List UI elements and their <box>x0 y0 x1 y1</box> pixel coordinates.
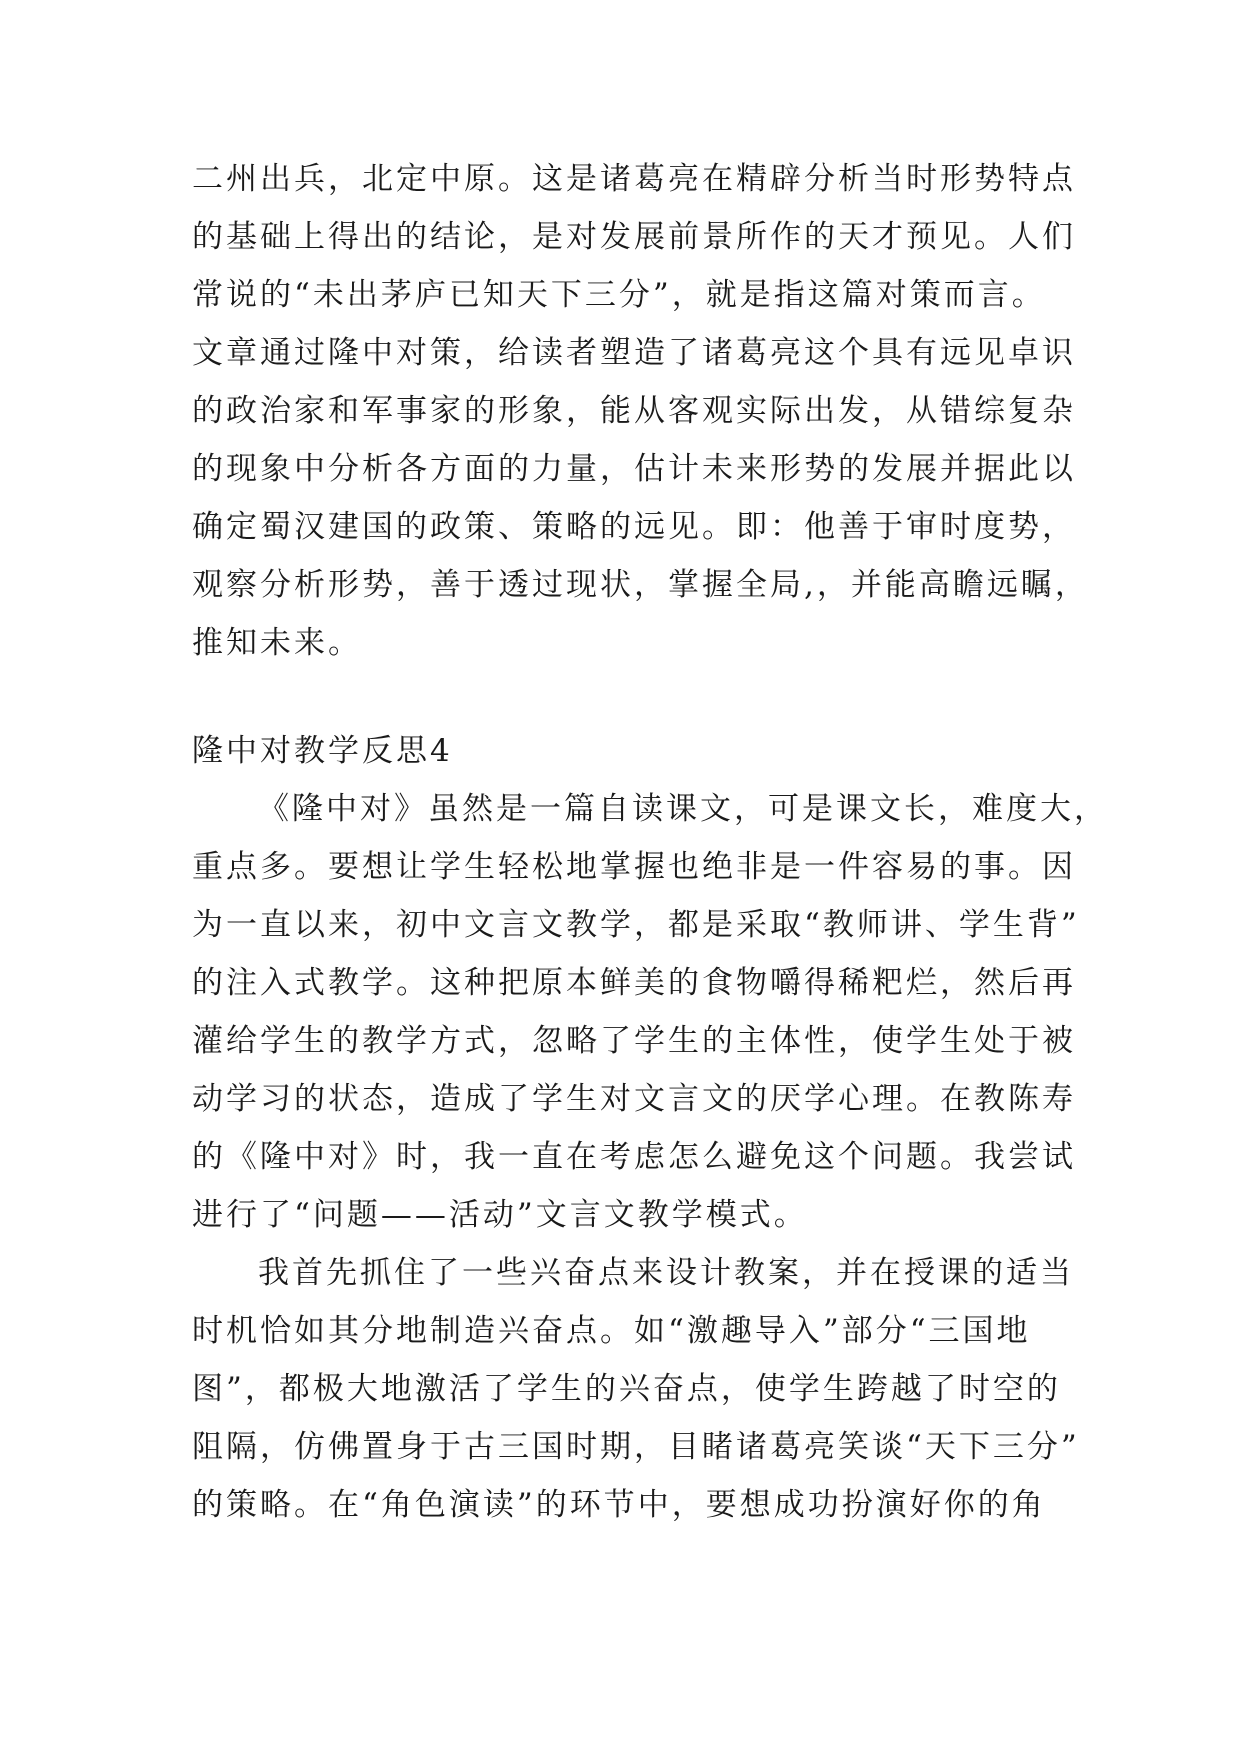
text-line: 我首先抓住了一些兴奋点来设计教案，并在授课的适当 <box>258 1255 1074 1291</box>
text-line: 的《隆中对》时，我一直在考虑怎么避免这个问题。我尝试 <box>192 1139 1076 1175</box>
text-line: 动学习的状态，造成了学生对文言文的厌学心理。在教陈寿 <box>192 1081 1076 1117</box>
text-line: 的现象中分析各方面的力量，估计未来形势的发展并据此以 <box>192 451 1076 487</box>
document-body <box>192 150 1108 1534</box>
text-line: 确定蜀汉建国的政策、策略的远见。即：他善于审时度势， <box>192 509 1076 545</box>
text-line: 二州出兵，北定中原。这是诸葛亮在精辟分析当时形势特点 <box>192 161 1076 197</box>
section-spacer <box>192 672 1072 722</box>
section-heading: 隆中对教学反思4 <box>192 733 453 769</box>
text-line: 进行了“问题——活动”文言文教学模式。 <box>192 1197 808 1233</box>
text-line: 的注入式教学。这种把原本鲜美的食物嚼得稀粑烂，然后再 <box>192 965 1076 1001</box>
text-line: 常说的“未出茅庐已知天下三分”，就是指这篇对策而言。 <box>192 277 1046 313</box>
text-line: 重点多。要想让学生轻松地掌握也绝非是一件容易的事。因 <box>192 849 1076 885</box>
text-line: 阻隔，仿佛置身于古三国时期，目睹诸葛亮笑谈“天下三分” <box>192 1429 1080 1465</box>
section-2-paragraph-2 <box>192 1244 1080 1534</box>
text-line: 的政治家和军事家的形象，能从客观实际出发，从错综复杂 <box>192 393 1076 429</box>
section-2-paragraph-1 <box>192 780 1108 1244</box>
text-line: 的基础上得出的结论，是对发展前景所作的天才预见。人们 <box>192 219 1076 255</box>
text-line: 《隆中对》虽然是一篇自读课文，可是课文长，难度大， <box>258 791 1108 827</box>
text-line: 的策略。在“角色演读”的环节中，要想成功扮演好你的角 <box>192 1487 1046 1523</box>
text-line: 为一直以来，初中文言文教学，都是采取“教师讲、学生背” <box>192 907 1080 943</box>
text-line: 灌给学生的教学方式，忽略了学生的主体性，使学生处于被 <box>192 1023 1076 1059</box>
text-line: 文章通过隆中对策，给读者塑造了诸葛亮这个具有远见卓识 <box>192 335 1076 371</box>
text-line: 推知未来。 <box>192 625 362 661</box>
section-1-paragraph <box>192 150 1089 672</box>
text-line: 观察分析形势，善于透过现状，掌握全局,，并能高瞻远瞩， <box>192 567 1089 603</box>
text-line: 时机恰如其分地制造兴奋点。如“激趣导入”部分“三国地 <box>192 1313 1031 1349</box>
text-line: 图”，都极大地激活了学生的兴奋点，使学生跨越了时空的 <box>192 1371 1061 1407</box>
